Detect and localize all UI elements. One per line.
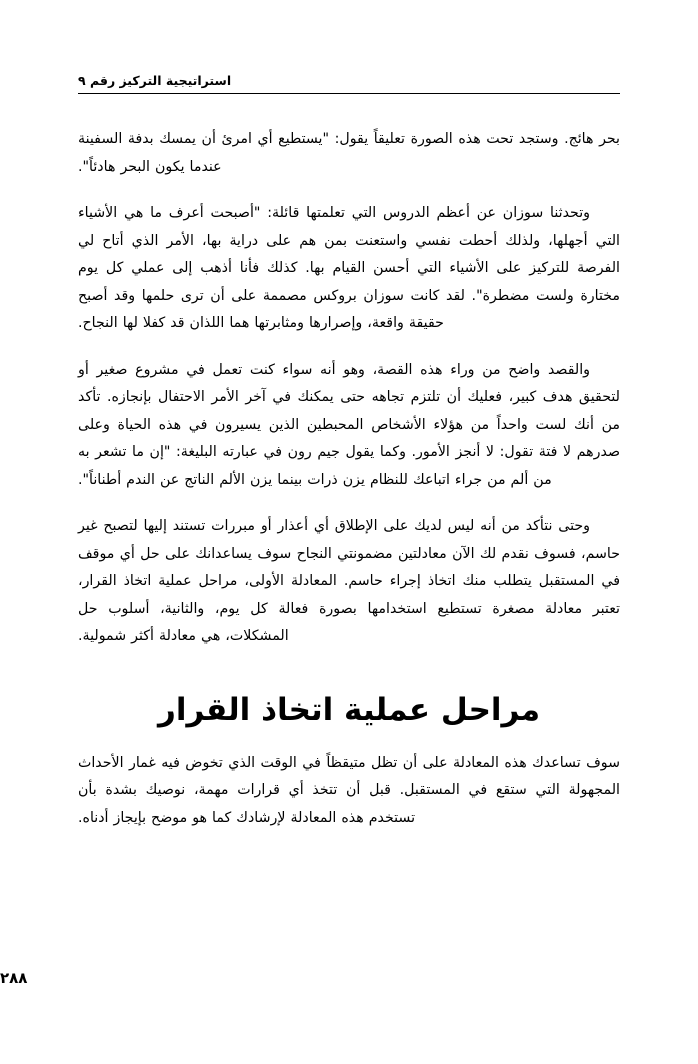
page-number: ٢٨٨: [0, 969, 28, 987]
paragraph-4: وحتى نتأكد من أنه ليس لديك على الإطلاق أي أعذار أو مبررات تستند إليها لتصبح غير حاسم، فسوف نقدم لك الآن معادلتين مضمونتي النجاح سوف يساعدانك على حل أي موقف في المستقبل يتطلب منك اتخاذ إجراء حاسم. المعادلة الأولى، مراحل عملية اتخاذ القرار، تعتبر معادلة مصغرة تستطيع استخدامها بصورة فعالة كل يوم، والثانية، أسلوب حل المشكلات، هي معادلة أكثر شمولية.: [78, 518, 620, 645]
header-rule: [78, 93, 620, 94]
paragraph-3: والقصد واضح من وراء هذه القصة، وهو أنه سواء كنت تعمل في مشروع صغير أو لتحقيق هدف كبير، فعليك أن تلتزم تجاهه حتى يمكنك في آخر الأمر الاحتفال بإنجازه. تأكد من أنك لست واحداً من هؤلاء الأشخاص المحبطين الذين يسيرون في هذه الحياة وعلى صدرهم لا فتة تقول: لا أنجز الأمور. وكما يقول جيم رون في عبارته البليغة: "إن ما تشعر به من ألم من جراء اتباعك للنظام يزن ذرات بينما يزن الألم الناتج عن الندم أطناناً".: [78, 361, 620, 488]
closing-text-block: [78, 750, 620, 833]
running-head: [78, 70, 620, 89]
body-text-block: [78, 126, 620, 651]
paragraph-5: سوف تساعدك هذه المعادلة على أن تظل متيقظاً في الوقت الذي تخوض فيه غمار الأحداث المجهولة التي ستقع في المستقبل. قبل أن تتخذ أي قرارات مهمة، نوصيك بشدة بأن تستخدم هذه المعادلة لإرشادك كما هو موضح بإيجاز أدناه.: [78, 754, 620, 826]
paragraph-1: بحر هائج. وستجد تحت هذه الصورة تعليقاً يقول: "يستطيع أي امرئ أن يمسك بدفة السفينة عندما يكون البحر هادئاً".: [78, 131, 620, 175]
section-heading: مراحل عملية اتخاذ القرار: [157, 691, 541, 728]
running-head-text: استراتيجية التركيز رقم ٩: [78, 73, 232, 88]
paragraph-2: وتحدثنا سوزان عن أعظم الدروس التي تعلمتها قائلة: "أصبحت أعرف ما هي الأشياء التي أجهلها، ولذلك أحطت نفسي واستعنت بمن هم على دراية بها، الأمر الذي أتاح لي الفرصة للتركيز على الأشياء التي أحسن القيام بها. كذلك فأنا أذهب إلى عملي كل يوم مختارة ولست مضطرة". لقد كانت سوزان بروكس مصممة على أن ترى حلمها وقد أصبح حقيقة واقعة، وإصرارها ومثابرتها هما اللذان قد كفلا لها النجاح.: [78, 205, 620, 332]
page-footer: [0, 968, 620, 987]
